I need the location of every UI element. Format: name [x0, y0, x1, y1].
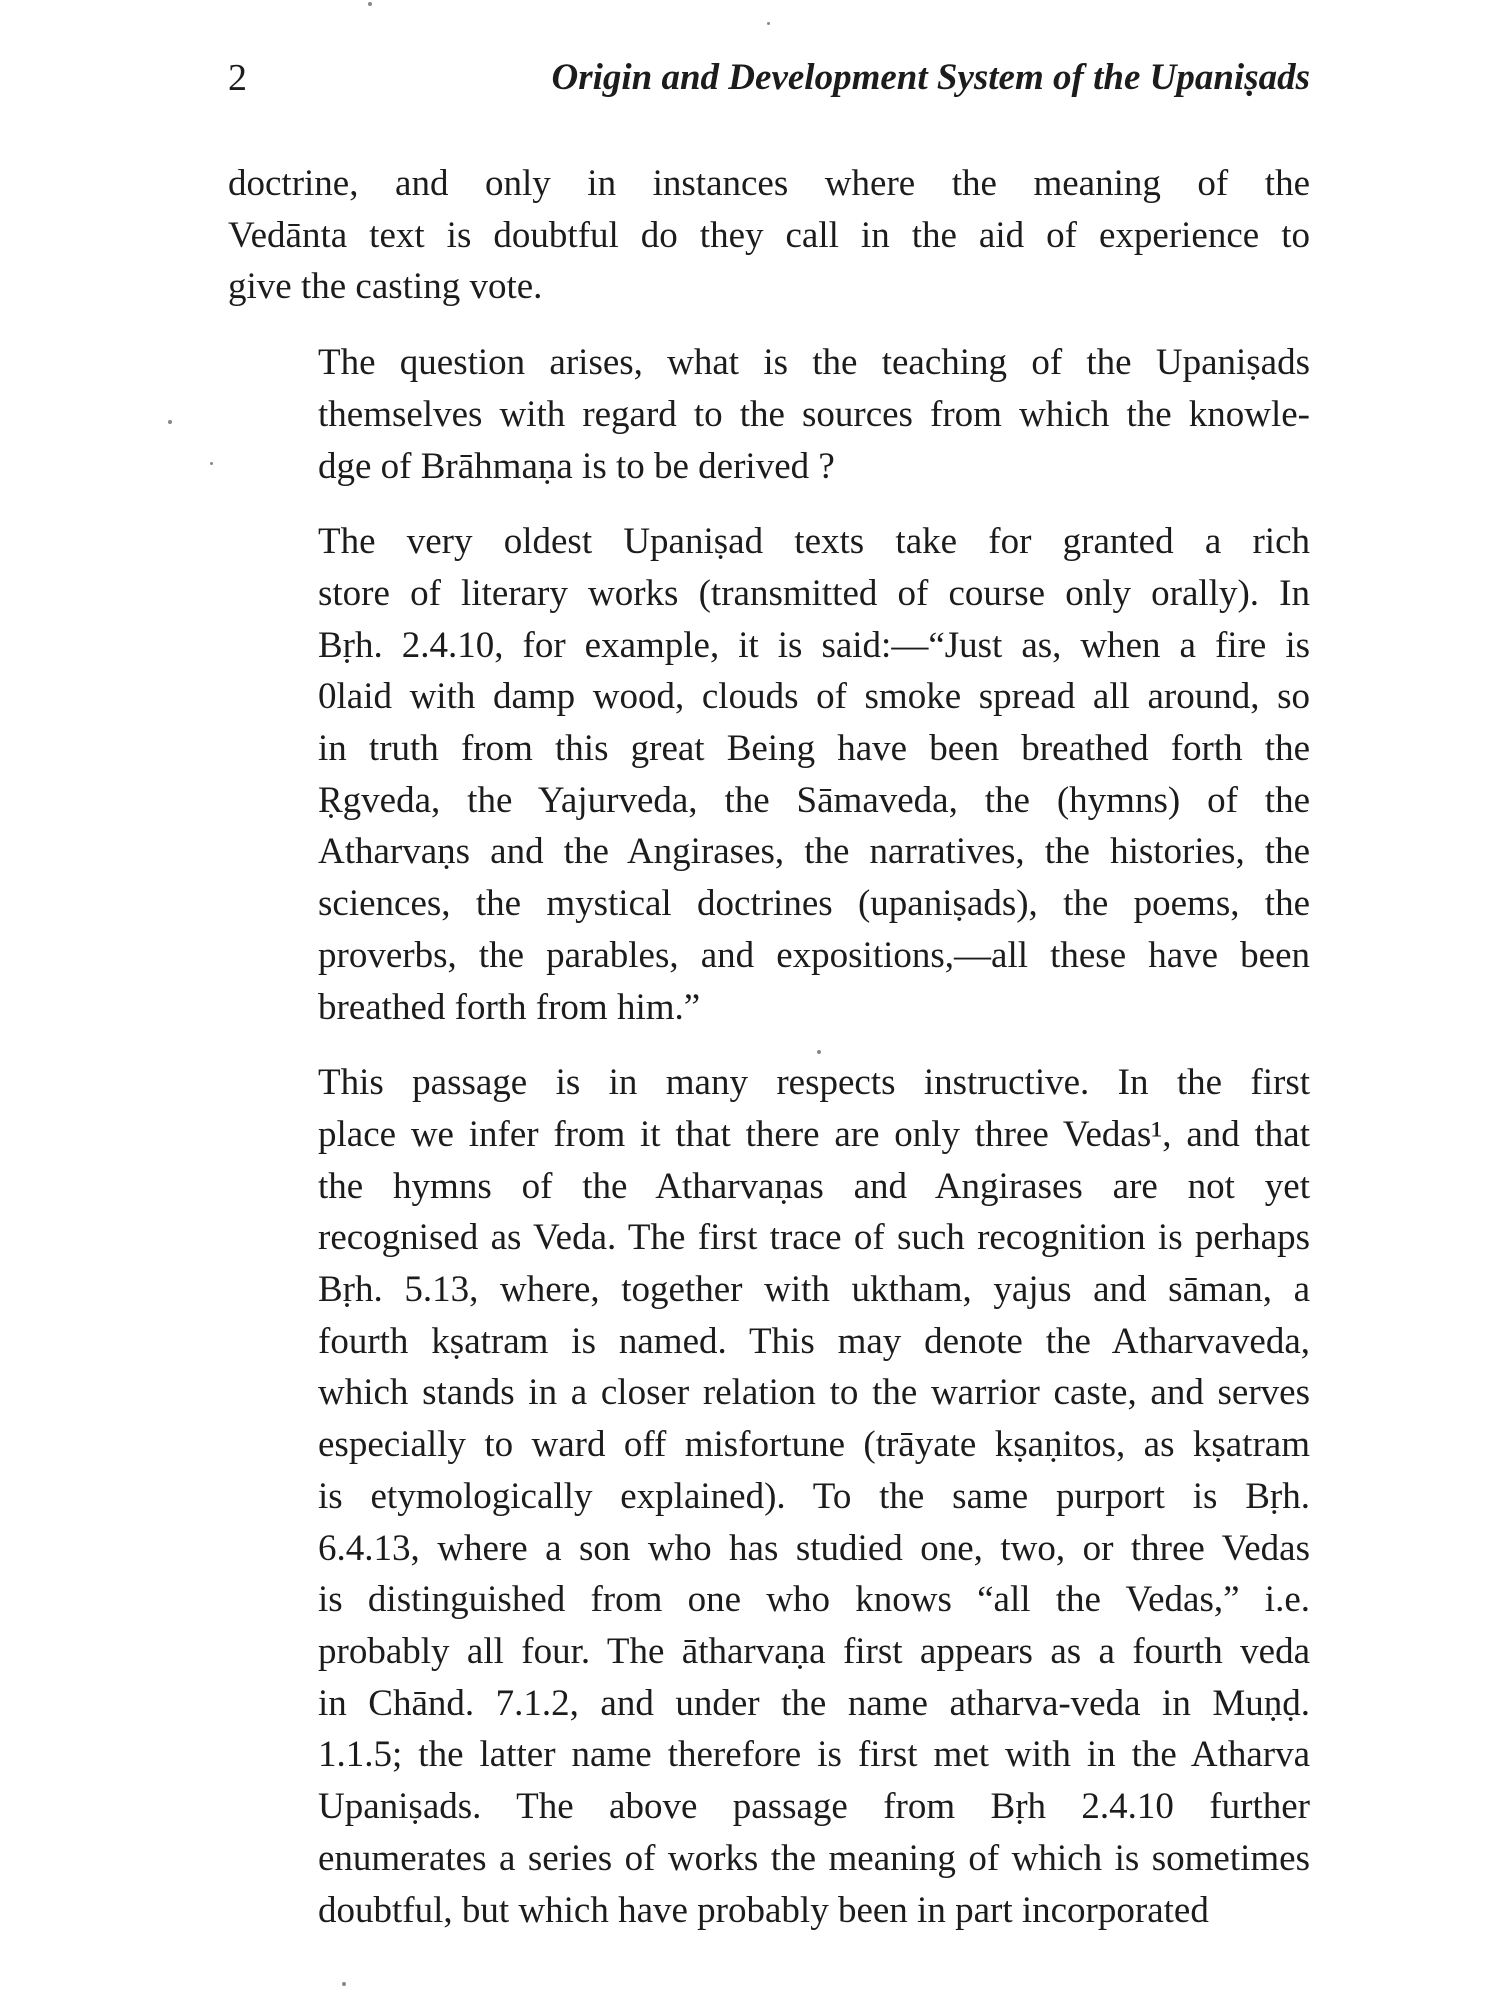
text-line: store of literary works (transmitted of course only orally). In	[318, 572, 1310, 614]
text-line: doubtful, but which have probably been in part incorporated	[318, 1889, 1209, 1931]
text-line: This passage is in many respects instructive. In the first	[318, 1062, 1310, 1104]
page-header	[228, 48, 1310, 108]
text-line: proverbs, the parables, and expositions,—all these have been	[318, 934, 1310, 976]
body-text	[228, 158, 1310, 1936]
text-line: recognised as Veda. The first trace of such recognition is perhaps	[318, 1217, 1310, 1259]
paragraph-3	[228, 516, 1310, 1033]
text-line: give the casting vote.	[228, 266, 543, 308]
text-line: The question arises, what is the teaching of the Upaniṣads	[318, 342, 1310, 384]
paragraph-4	[228, 1057, 1310, 1936]
text-line: 0laid with damp wood, clouds of smoke spread all around, so	[318, 676, 1310, 718]
text-line: 1.1.5; the latter name therefore is first met with in the Atharva	[318, 1734, 1310, 1776]
running-title: Origin and Development System of the Upaniṣads	[551, 57, 1310, 98]
text-line: especially to ward off misfortune (trāyate kṣaṇitos, as kṣatram	[318, 1424, 1310, 1466]
text-line: The very oldest Upaniṣad texts take for granted a rich	[318, 521, 1310, 563]
text-line: 6.4.13, where a son who has studied one, two, or three Vedas	[318, 1527, 1310, 1569]
text-line: Bṛh. 2.4.10, for example, it is said:—“Just as, when a fire is	[318, 624, 1310, 666]
text-line: the hymns of the Atharvaṇas and Angirases are not yet	[318, 1165, 1310, 1207]
scan-speck	[210, 462, 213, 465]
paragraph-1	[228, 158, 1310, 313]
scan-speck	[368, 2, 372, 6]
text-line: Upaniṣads. The above passage from Bṛh 2.4.10 further	[318, 1786, 1310, 1828]
scan-speck	[817, 1050, 821, 1054]
text-line: place we infer from it that there are only three Vedas¹, and that	[318, 1113, 1310, 1155]
text-line: enumerates a series of works the meaning of which is sometimes	[318, 1837, 1310, 1879]
text-line: doctrine, and only in instances where the meaning of the	[228, 163, 1310, 204]
text-line: is distinguished from one who knows “all the Vedas,” i.e.	[318, 1579, 1310, 1621]
text-line: Vedānta text is doubtful do they call in the aid of experience to	[228, 214, 1310, 256]
scan-speck	[767, 22, 770, 25]
text-line: probably all four. The ātharvaṇa first appears as a fourth veda	[318, 1630, 1310, 1672]
text-line: in Chānd. 7.1.2, and under the name atharva-veda in Muṇḍ.	[318, 1682, 1310, 1724]
text-line: which stands in a closer relation to the warrior caste, and serves	[318, 1372, 1310, 1414]
text-line: breathed forth from him.”	[318, 986, 701, 1028]
text-line: Atharvaṇs and the Angirases, the narratives, the histories, the	[318, 831, 1310, 873]
text-line: themselves with regard to the sources from which the knowle-	[318, 393, 1310, 435]
text-line: dge of Brāhmaṇa is to be derived ?	[318, 445, 835, 487]
page-number: 2	[228, 57, 247, 99]
text-line: Ṛgveda, the Yajurveda, the Sāmaveda, the (hymns) of the	[318, 779, 1310, 821]
paragraph-2	[228, 337, 1310, 492]
text-line: sciences, the mystical doctrines (upaniṣads), the poems, the	[318, 883, 1310, 925]
scan-speck	[342, 1982, 346, 1986]
scan-speck	[168, 420, 172, 424]
text-line: Bṛh. 5.13, where, together with uktham, yajus and sāman, a	[318, 1269, 1310, 1311]
text-line: is etymologically explained). To the same purport is Bṛh.	[318, 1475, 1310, 1517]
text-line: fourth kṣatram is named. This may denote the Atharvaveda,	[318, 1320, 1310, 1362]
text-line: in truth from this great Being have been breathed forth the	[318, 728, 1310, 770]
